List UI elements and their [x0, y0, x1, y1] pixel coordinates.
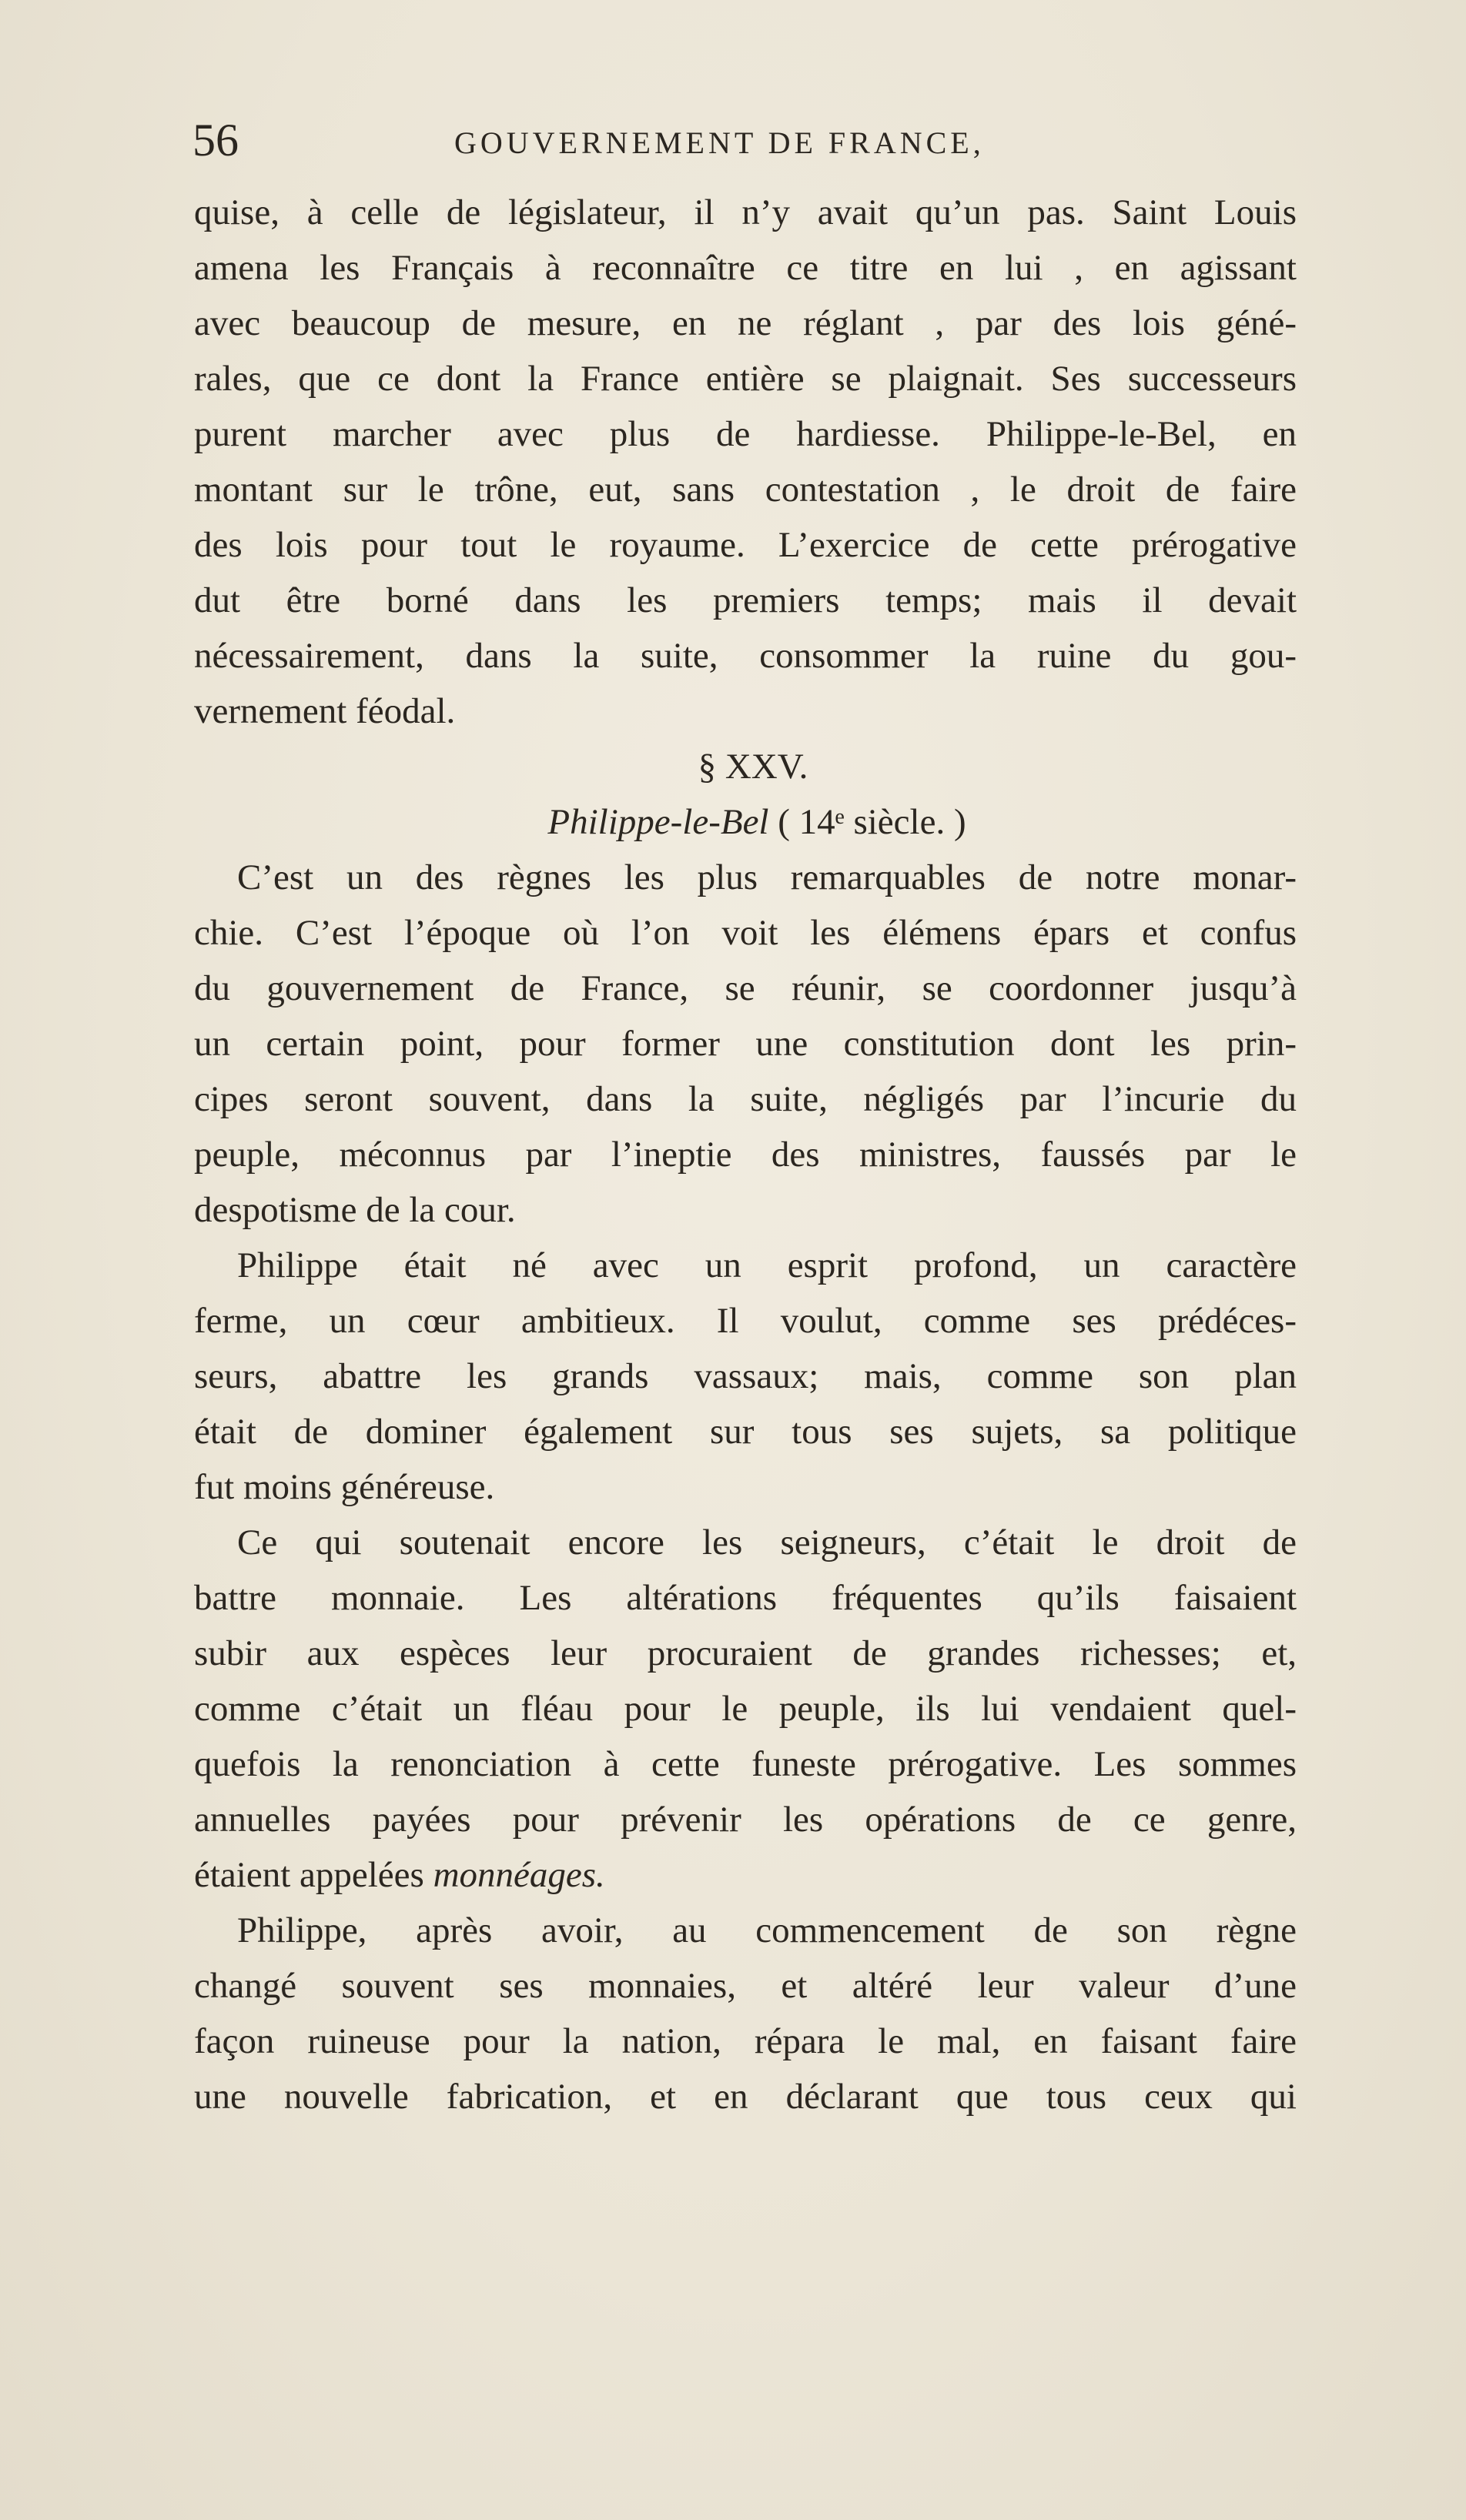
text-line: purent marcher avec plus de hardiesse. Philippe-le-Bel, en — [194, 414, 1297, 454]
text-line: subir aux espèces leur procuraient de grandes richesses; et, — [194, 1633, 1297, 1673]
text-line: cipes seront souvent, dans la suite, négligés par l’incurie du — [194, 1079, 1297, 1119]
text-line: avec beaucoup de mesure, en ne réglant , par des lois géné- — [194, 303, 1297, 343]
text-line: du gouvernement de France, se réunir, se coordonner jusqu’à — [194, 968, 1297, 1008]
text-line: rales, que ce dont la France entière se plaignait. Ses successeurs — [194, 359, 1297, 399]
monneages-prefix: étaient appelées — [194, 1855, 433, 1895]
text-line: quise, à celle de législateur, il n’y avait qu’un pas. Saint Louis — [194, 192, 1297, 232]
text-line: dut être borné dans les premiers temps; mais il devait — [194, 580, 1297, 620]
subtitle-century: ( 14ᵉ siècle. ) — [778, 802, 966, 842]
text-line: chie. C’est l’époque où l’on voit les élémens épars et confus — [194, 913, 1297, 953]
text-line: une nouvelle fabrication, et en déclarant que tous ceux qui — [194, 2077, 1297, 2117]
text-line: était de dominer également sur tous ses sujets, sa politique — [194, 1412, 1297, 1452]
text-line: fut moins généreuse. — [194, 1467, 495, 1507]
section-subtitle — [194, 794, 1297, 850]
text-line: peuple, méconnus par l’ineptie des ministres, faussés par le — [194, 1135, 1297, 1175]
text-line: Philippe était né avec un esprit profond, un caractère — [237, 1245, 1297, 1285]
body-text — [194, 185, 1297, 2124]
text-line: annuelles payées pour prévenir les opérations de ce genre, — [194, 1800, 1297, 1840]
page-number: 56 — [192, 115, 239, 165]
text-line: seurs, abattre les grands vassaux; mais, comme son plan — [194, 1356, 1297, 1396]
text-line: nécessairement, dans la suite, consommer la ruine du gou- — [194, 636, 1297, 676]
text-line: comme c’était un fléau pour le peuple, ils lui vendaient quel- — [194, 1689, 1297, 1729]
text-line: montant sur le trône, eut, sans contestation , le droit de faire — [194, 470, 1297, 510]
page-header — [192, 114, 1301, 175]
text-line — [194, 1847, 1297, 1903]
monneages-term: monnéages. — [433, 1855, 605, 1895]
subtitle-name: Philippe-le-Bel — [547, 802, 769, 842]
text-line: Ce qui soutenait encore les seigneurs, c’était le droit de — [237, 1522, 1297, 1562]
text-line: C’est un des règnes les plus remarquables de notre monar- — [237, 857, 1297, 897]
text-line: battre monnaie. Les altérations fréquentes qu’ils faisaient — [194, 1578, 1297, 1618]
text-line: vernement féodal. — [194, 691, 456, 731]
text-line: ferme, un cœur ambitieux. Il voulut, comme ses prédéces- — [194, 1301, 1297, 1341]
text-line: despotisme de la cour. — [194, 1190, 516, 1230]
text-line: un certain point, pour former une constitution dont les prin- — [194, 1024, 1297, 1064]
text-line: amena les Français à reconnaître ce titre en lui , en agissant — [194, 248, 1297, 288]
section-heading: § XXV. — [698, 747, 808, 787]
text-line: façon ruineuse pour la nation, répara le mal, en faisant faire — [194, 2021, 1297, 2061]
text-line: quefois la renonciation à cette funeste prérogative. Les sommes — [194, 1744, 1297, 1784]
text-line: changé souvent ses monnaies, et altéré leur valeur d’une — [194, 1966, 1297, 2006]
running-head: GOUVERNEMENT DE FRANCE, — [454, 125, 985, 160]
text-line: Philippe, après avoir, au commencement de son règne — [237, 1910, 1297, 1950]
text-line: des lois pour tout le royaume. L’exercice de cette prérogative — [194, 525, 1297, 565]
